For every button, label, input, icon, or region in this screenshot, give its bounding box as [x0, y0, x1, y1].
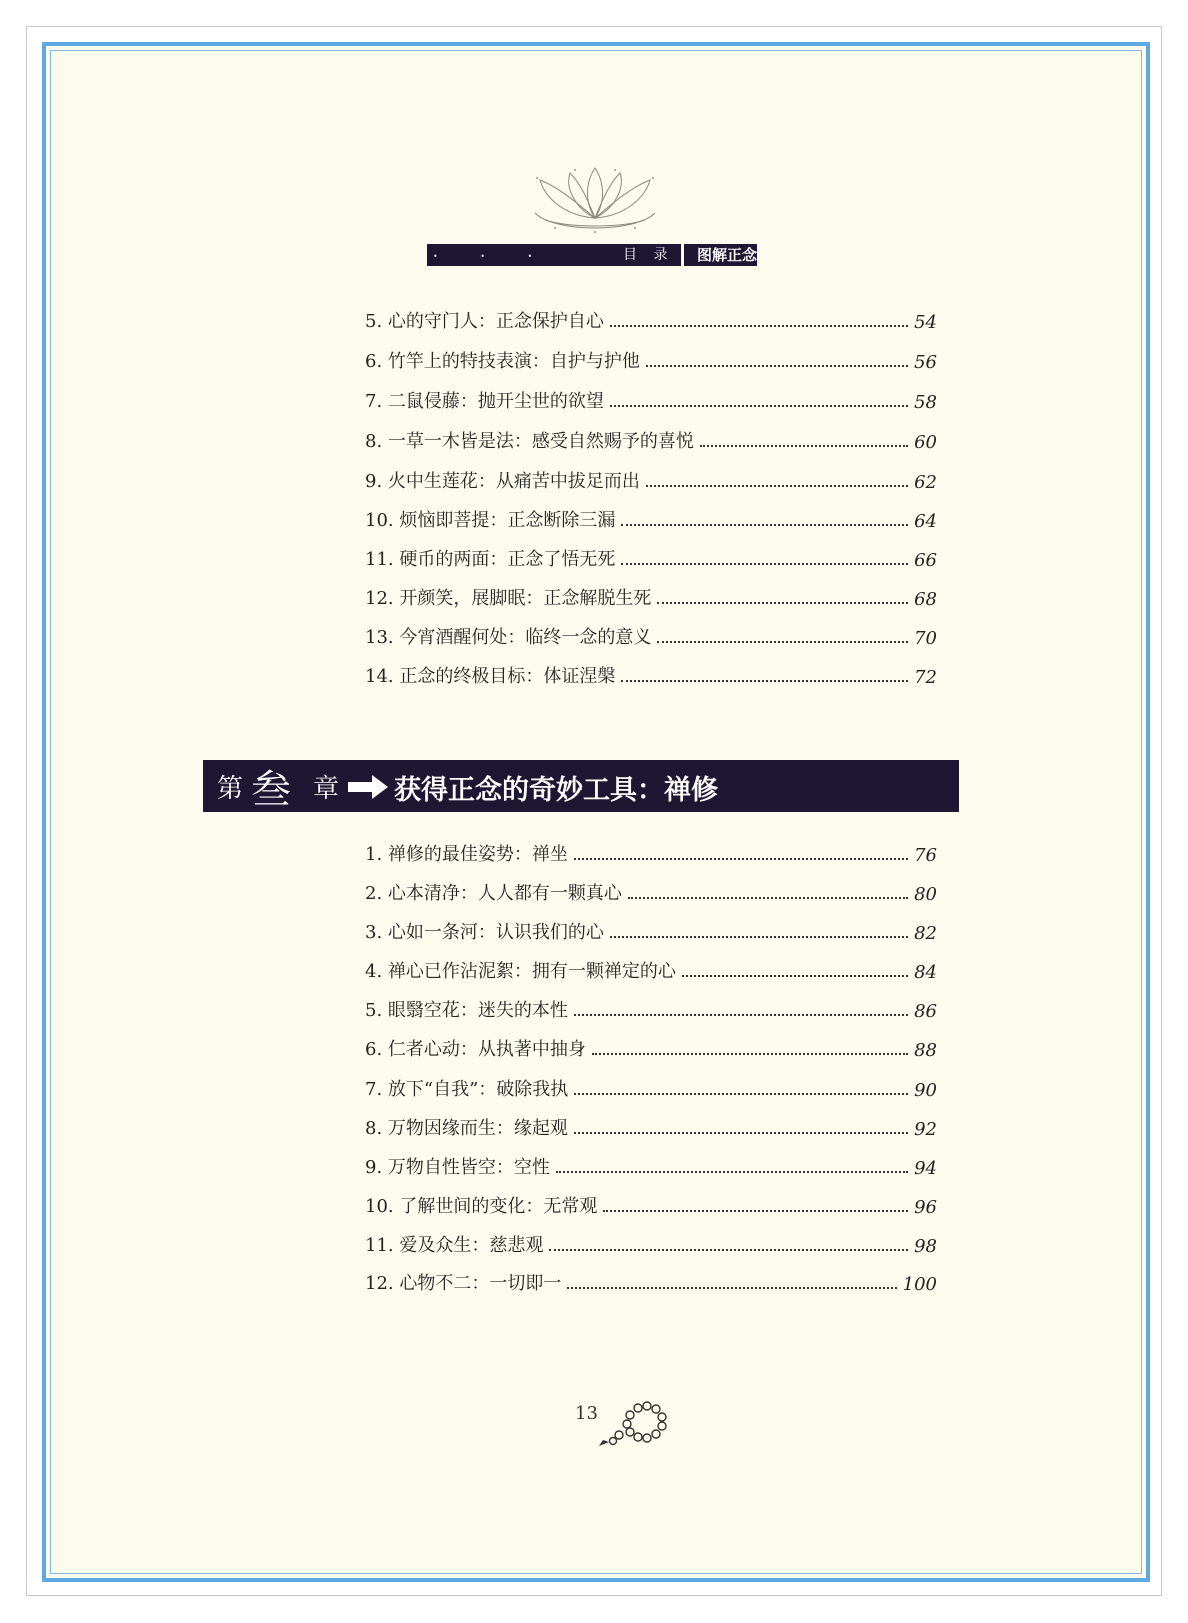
toc-leader	[610, 325, 908, 327]
toc-entry[interactable]	[365, 541, 937, 571]
toc-entry[interactable]	[365, 580, 937, 610]
toc-entry[interactable]	[365, 463, 937, 493]
header-toc-label: 目 录	[623, 247, 674, 263]
toc-leader	[549, 1249, 908, 1251]
toc-entry-title: 9. 火中生莲花：从痛苦中拔足而出	[365, 471, 640, 492]
toc-entry-page: 54	[914, 312, 937, 333]
page-number: 13	[575, 1403, 598, 1424]
toc-leader	[646, 485, 908, 487]
toc-entry-title: 4. 禅心已作沾泥絮：拥有一颗禅定的心	[365, 961, 676, 982]
toc-leader	[610, 936, 908, 938]
toc-leader	[621, 524, 908, 526]
toc-leader	[682, 975, 908, 977]
toc-entry[interactable]	[365, 914, 937, 944]
toc-entry-title: 8. 万物因缘而生：缘起观	[365, 1118, 568, 1139]
toc-entry[interactable]	[365, 1110, 937, 1140]
toc-leader	[603, 1210, 908, 1212]
toc-entry[interactable]	[365, 1265, 937, 1295]
toc-entry[interactable]	[365, 875, 937, 905]
toc-entry-page: 84	[914, 962, 937, 983]
chapter-suffix: 章	[313, 774, 340, 804]
toc-entry[interactable]	[365, 836, 937, 866]
header-divider	[681, 244, 684, 266]
toc-leader	[646, 365, 908, 367]
chapter-heading	[203, 760, 959, 812]
header-band	[427, 244, 757, 266]
toc-entry-title: 3. 心如一条河：认识我们的心	[365, 922, 604, 943]
toc-entry[interactable]	[365, 383, 937, 413]
toc-entry[interactable]	[365, 1188, 937, 1218]
arrow-right-icon	[348, 775, 388, 799]
toc-entry-page: 96	[914, 1197, 937, 1218]
toc-entry[interactable]	[365, 502, 937, 532]
page-frame	[42, 42, 1150, 1582]
toc-leader	[574, 1132, 908, 1134]
toc-entry-page: 82	[914, 923, 937, 944]
toc-entry-title: 7. 放下“自我”：破除我执	[365, 1079, 569, 1100]
toc-entry-title: 1. 禅修的最佳姿势：禅坐	[365, 844, 568, 865]
toc-entry-page: 62	[914, 472, 937, 493]
toc-entry[interactable]	[365, 658, 937, 688]
toc-entry-title: 8. 一草一木皆是法：感受自然赐予的喜悦	[365, 431, 694, 452]
toc-entry-title: 11. 爱及众生：慈悲观	[365, 1235, 544, 1256]
toc-entry-title: 11. 硬币的两面：正念了悟无死	[365, 549, 616, 570]
toc-entry-title: 12. 开颜笑，展脚眠：正念解脱生死	[365, 588, 652, 609]
toc-leader	[657, 641, 908, 643]
toc-entry-page: 76	[914, 845, 937, 866]
toc-leader	[610, 405, 908, 407]
toc-entry-title: 2. 心本清净：人人都有一颗真心	[365, 883, 622, 904]
chapter-number: 叁	[251, 767, 291, 813]
chapter-prefix: 第	[217, 774, 244, 804]
toc-entry-page: 86	[914, 1001, 937, 1022]
toc-entry-title: 5. 眼翳空花：迷失的本性	[365, 1000, 568, 1021]
toc-entry[interactable]	[365, 1071, 937, 1101]
toc-entry-title: 6. 竹竿上的特技表演：自护与护他	[365, 351, 640, 372]
toc-leader	[574, 1093, 908, 1095]
toc-entry-page: 94	[914, 1158, 937, 1179]
header-decor: • • •	[433, 252, 553, 261]
toc-leader	[574, 1014, 908, 1016]
toc-entry-page: 92	[914, 1119, 937, 1140]
toc-entry[interactable]	[365, 303, 937, 333]
toc-entry-title: 5. 心的守门人：正念保护自心	[365, 311, 604, 332]
toc-entry[interactable]	[365, 953, 937, 983]
toc-entry[interactable]	[365, 1149, 937, 1179]
toc-entry-title: 10. 烦恼即菩提：正念断除三漏	[365, 510, 616, 531]
toc-entry-title: 6. 仁者心动：从执著中抽身	[365, 1039, 586, 1060]
toc-entry-title: 9. 万物自性皆空：空性	[365, 1157, 550, 1178]
toc-leader	[567, 1287, 896, 1289]
toc-entry[interactable]	[365, 619, 937, 649]
toc-entry[interactable]	[365, 992, 937, 1022]
toc-leader	[700, 445, 908, 447]
toc-entry-page: 88	[914, 1040, 937, 1061]
toc-leader	[621, 680, 908, 682]
toc-leader	[592, 1053, 908, 1055]
prayer-beads-icon	[585, 1398, 675, 1448]
toc-entry-title: 7. 二鼠侵藤：抛开尘世的欲望	[365, 391, 604, 412]
toc-leader	[574, 858, 908, 860]
toc-entry-page: 60	[914, 432, 937, 453]
toc-entry-title: 13. 今宵酒醒何处：临终一念的意义	[365, 627, 652, 648]
toc-entry[interactable]	[365, 1227, 937, 1257]
toc-leader	[657, 602, 908, 604]
toc-entry-page: 100	[902, 1274, 937, 1295]
lotus-ornament	[525, 158, 665, 238]
toc-entry-page: 98	[914, 1236, 937, 1257]
toc-leader	[628, 897, 908, 899]
toc-entry-page: 64	[914, 511, 937, 532]
toc-entry-title: 14. 正念的终极目标：体证涅槃	[365, 666, 616, 687]
toc-entry-page: 70	[914, 628, 937, 649]
toc-leader	[556, 1171, 908, 1173]
toc-leader	[621, 563, 908, 565]
toc-entry[interactable]	[365, 343, 937, 373]
chapter-title: 获得正念的奇妙工具：禅修	[394, 775, 718, 806]
toc-entry-page: 56	[914, 352, 937, 373]
toc-entry-page: 68	[914, 589, 937, 610]
toc-entry-title: 12. 心物不二：一切即一	[365, 1273, 562, 1294]
toc-entry-page: 66	[914, 550, 937, 571]
header-book-title: 图解正念	[697, 246, 758, 264]
toc-entry[interactable]	[365, 1031, 937, 1061]
toc-entry-page: 80	[914, 884, 937, 905]
toc-entry-page: 58	[914, 392, 937, 413]
toc-entry-title: 10. 了解世间的变化：无常观	[365, 1196, 598, 1217]
toc-entry-page: 90	[914, 1080, 937, 1101]
toc-entry-page: 72	[914, 667, 937, 688]
toc-entry[interactable]	[365, 423, 937, 453]
